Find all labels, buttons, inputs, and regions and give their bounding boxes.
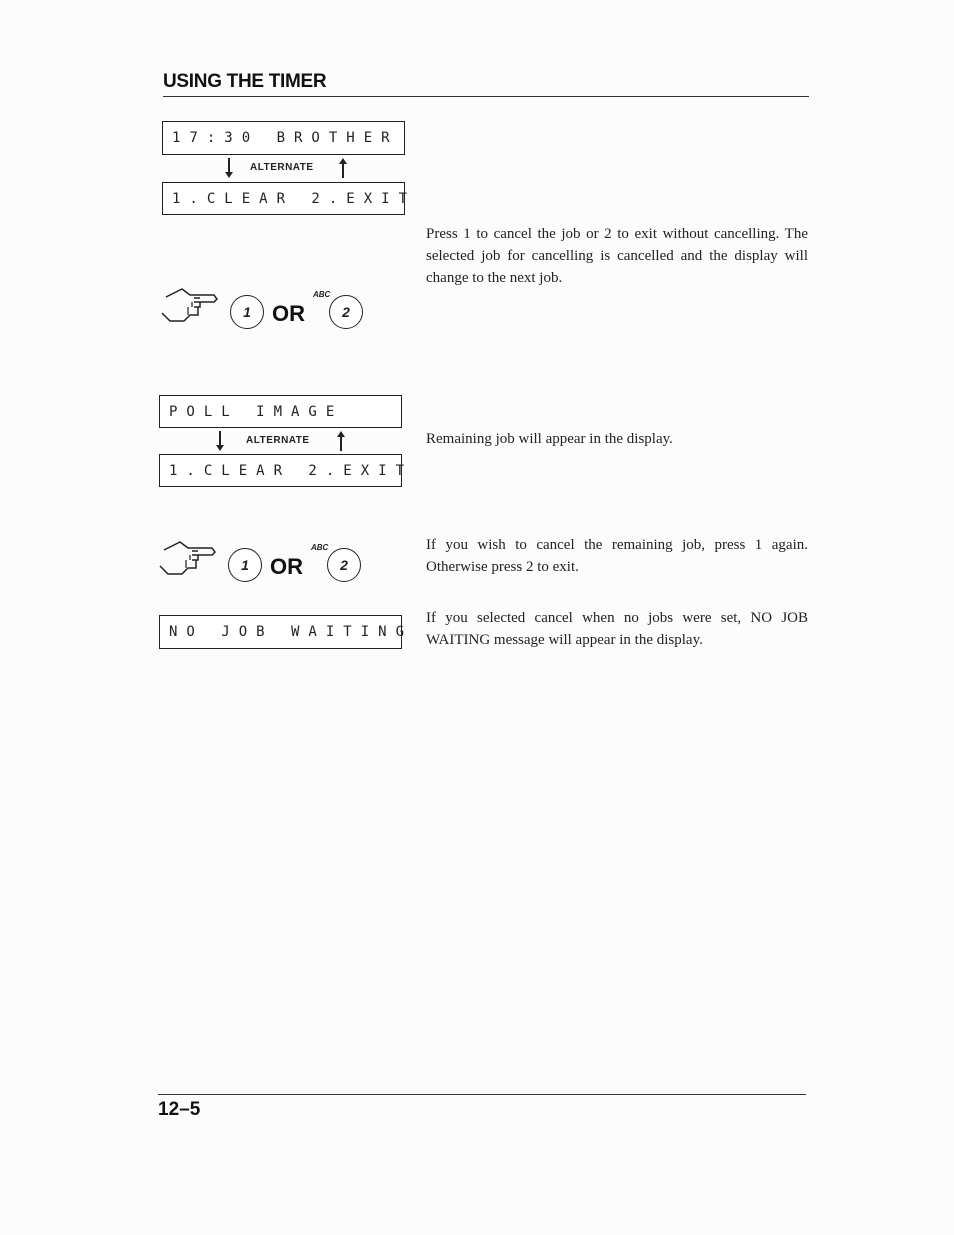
arrow-up-icon — [336, 157, 350, 179]
footer-divider — [158, 1094, 806, 1095]
lcd-display-top: POLL IMAGE — [159, 395, 402, 428]
page-number: 12–5 — [158, 1099, 201, 1120]
abc-label: ABC — [311, 543, 329, 552]
page-title: USING THE TIMER — [163, 71, 327, 92]
step3-instructions: If you selected cancel when no jobs were set, NO JOB WAITING message will appear in the display. — [426, 610, 808, 648]
pointing-hand-icon — [160, 285, 222, 335]
lcd-display-bottom: 1.CLEAR 2.EXIT — [159, 454, 402, 487]
header-divider — [163, 96, 809, 97]
arrow-up-icon — [334, 430, 348, 452]
key-sequence-1 — [160, 285, 400, 345]
alternate-indicator — [159, 430, 402, 452]
arrow-down-icon — [213, 430, 227, 452]
lcd-display-top: 17:30 BROTHER — [162, 121, 405, 155]
step1-instructions: Press 1 to cancel the job or 2 to exit without cancelling. The selected job for cancelling is cancelled and the display will change to the next job. — [426, 226, 808, 286]
key-sequence-2 — [158, 538, 398, 598]
or-label: OR — [272, 301, 305, 326]
key-2-button: 2 — [327, 548, 361, 582]
step2b-instructions: If you wish to cancel the remaining job, press 1 again. Otherwise press 2 to exit. — [426, 537, 808, 575]
or-label: OR — [270, 554, 303, 579]
lcd-display-bottom: 1.CLEAR 2.EXIT — [162, 182, 405, 215]
abc-label: ABC — [313, 290, 331, 299]
alternate-label: ALTERNATE — [250, 162, 314, 173]
alternate-label: ALTERNATE — [246, 435, 310, 446]
key-1-button: 1 — [228, 548, 262, 582]
pointing-hand-icon — [158, 538, 220, 588]
key-2-button: 2 — [329, 295, 363, 329]
alternate-indicator — [162, 157, 405, 179]
arrow-down-icon — [222, 157, 236, 179]
key-1-button: 1 — [230, 295, 264, 329]
step2-instructions: Remaining job will appear in the display. — [426, 431, 673, 447]
lcd-display: NO JOB WAITING — [159, 615, 402, 649]
